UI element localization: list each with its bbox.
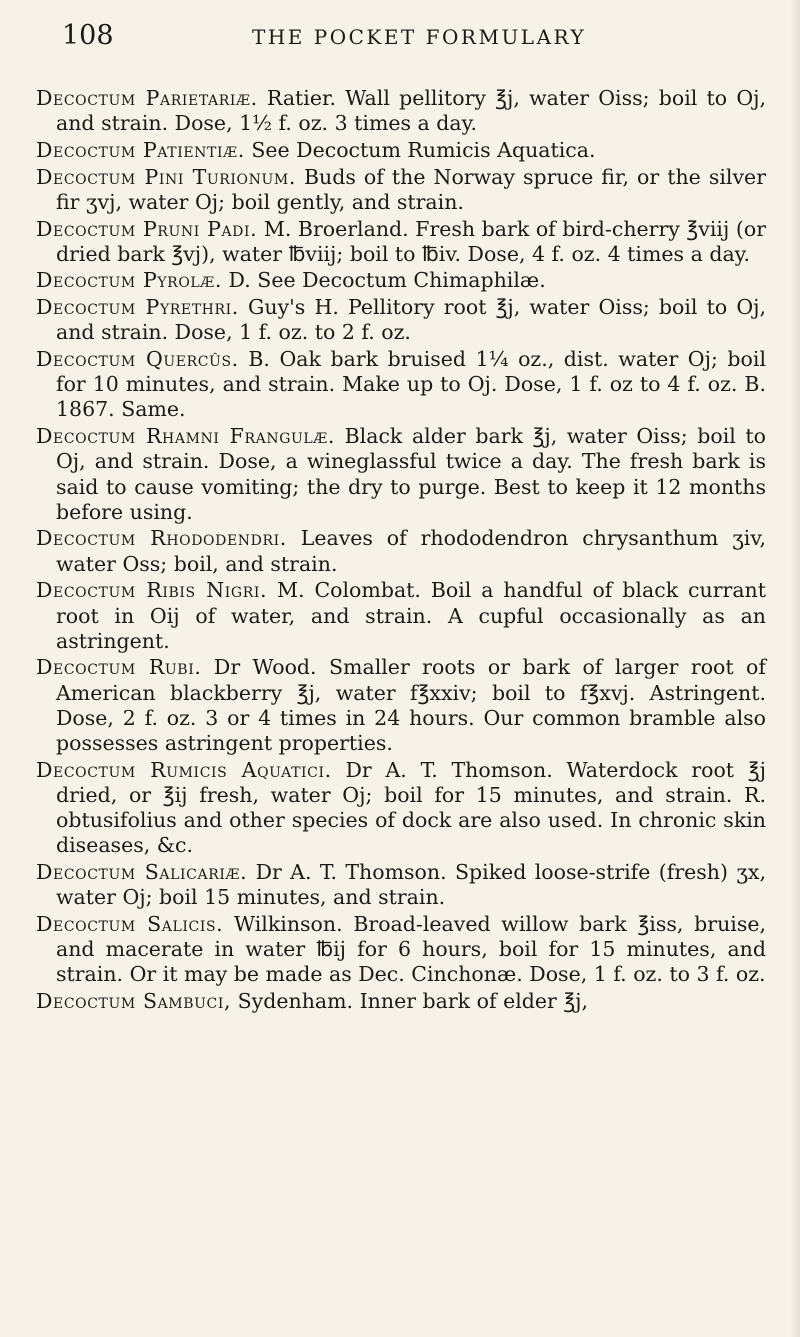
entry-text: M. Colombat. Boil a handful of black currant root in Oij of water, and strain. A cupful occasionally as an astringent. xyxy=(56,578,766,653)
entry-text: Wilkinson. Broad-leaved willow bark ℥iss, bruise, and macerate in water ℔ij for 6 hours, boil for 15 minutes, and strain. Or it may be made as Dec. Cinchonæ. Dose, 1 f. oz. to 3 f. oz. xyxy=(56,912,766,987)
entry-text: Guy's H. Pellitory root ℥j, water Oiss; boil to Oj, and strain. Dose, 1 f. oz. to 2 f. oz. xyxy=(56,295,766,345)
entry xyxy=(36,578,766,654)
entry-title: Decoctum Patientiæ. xyxy=(36,137,245,162)
entry-text: Buds of the Norway spruce fir, or the silver fir ʒvj, water Oj; boil gently, and strain. xyxy=(56,164,766,214)
running-head xyxy=(36,20,766,64)
formulary-entries xyxy=(36,86,766,1014)
entry-title: Decoctum Pyrethri. xyxy=(36,295,239,320)
entry-text: M. Broerland. Fresh bark of bird-cherry ℥viij (or dried bark ℥vj), water ℔viij; boil to ℔iv. Dose, 4 f. oz. 4 times a day. xyxy=(56,216,767,266)
entry-text: Sydenham. Inner bark of elder ℥j, xyxy=(231,989,589,1014)
entry xyxy=(36,347,766,423)
entry-title: Decoctum Parietariæ. xyxy=(36,86,258,110)
entry xyxy=(36,860,766,910)
entry-title: Decoctum Rhamni Frangulæ. xyxy=(36,424,336,449)
entry xyxy=(36,86,766,136)
entry-title: Decoctum Rumicis Aquatici. xyxy=(36,757,332,782)
entry xyxy=(36,526,766,576)
entry-title: Decoctum Rhododendri. xyxy=(36,526,287,551)
entry-title: Decoctum Sambuci, xyxy=(36,989,232,1014)
entry xyxy=(36,138,766,163)
entry-title: Decoctum Pyrolæ. xyxy=(36,268,223,293)
entry-text: Ratier. Wall pellitory ℥j, water Oiss; boil to Oj, and strain. Dose, 1½ f. oz. 3 times a day. xyxy=(56,86,766,136)
entry-title: Decoctum Ribis Nigri. xyxy=(36,578,268,603)
entry xyxy=(36,989,766,1014)
entry xyxy=(36,758,766,859)
entry-text: Dr A. T. Thomson. Spiked loose-strife (fresh) ʒx, water Oj; boil 15 minutes, and strain. xyxy=(56,860,766,910)
page-edge-shadow xyxy=(790,0,800,1337)
entry-title: Decoctum Pini Turionum. xyxy=(36,164,296,189)
entry-text: D. See Decoctum Chimaphilæ. xyxy=(222,268,546,293)
entry-title: Decoctum Salicis. xyxy=(36,912,224,936)
entry xyxy=(36,912,766,988)
entry-title: Decoctum Rubi. xyxy=(36,655,202,680)
entry xyxy=(36,268,766,293)
entry xyxy=(36,424,766,525)
entry-text: Dr A. T. Thomson. Waterdock root ℥j dried, or ℥ij fresh, water Oj; boil for 15 minutes, and strain. R. obtusifolius and other species of dock are also used. In chronic skin diseases, &c. xyxy=(56,757,766,858)
running-title: THE POCKET FORMULARY xyxy=(252,25,587,49)
entry-text: Dr Wood. Smaller roots or bark of larger root of American blackberry ℥j, water f℥xxiv; boil to f℥xvj. Astringent. Dose, 2 f. oz. 3 or 4 times in 24 hours. Our common bramble also possesses astringent properties. xyxy=(56,655,766,756)
entry xyxy=(36,217,766,267)
entry xyxy=(36,655,766,756)
entry-text: B. Oak bark bruised 1¼ oz., dist. water Oj; boil for 10 minutes, and strain. Make up to Oj. Dose, 1 f. oz to 4 f. oz. B. 1867. Same. xyxy=(56,347,766,422)
entry xyxy=(36,295,766,345)
entry-text: Leaves of rhododendron chrysanthum ʒiv, water Oss; boil, and strain. xyxy=(56,526,766,576)
page-number: 108 xyxy=(62,20,114,51)
entry-text: See Decoctum Rumicis Aquatica. xyxy=(244,137,596,162)
entry-text: Black alder bark ℥j, water Oiss; boil to Oj, and strain. Dose, a wineglassful twice a day. The fresh bark is said to cause vomiting; the dry to purge. Best to keep it 12 months before using. xyxy=(56,424,766,524)
entry-title: Decoctum Quercûs. xyxy=(36,347,239,372)
entry-title: Decoctum Pruni Padi. xyxy=(36,216,258,241)
entry xyxy=(36,165,766,215)
entry-title: Decoctum Salicariæ. xyxy=(36,860,248,885)
